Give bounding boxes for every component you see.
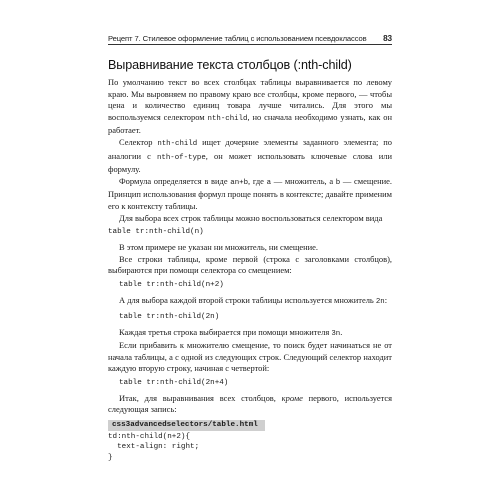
section-title: Выравнивание текста столбцов (:nth-child) <box>108 58 352 72</box>
inline-code: nth-child <box>207 114 248 123</box>
inline-code: nth-child <box>157 139 198 148</box>
paragraph-offset: Все строки таблицы, кроме первой (строка с заголовками столбцов), выбираются при помощи селектора со смещением: <box>108 253 392 276</box>
book-page <box>108 33 392 463</box>
inline-code: b <box>335 178 341 187</box>
paragraph-every-third-row: Каждая третья строка выбирается при помощи множителя 3n. <box>119 326 343 338</box>
paragraph-formula: Формула определяется в виде an+b, где a — множитель, а b — смещение. Принцип использования формул проще понять в контексте; давайте применим его к контексту таблицы. <box>108 175 392 211</box>
emphasis: кроме <box>281 392 303 403</box>
code-example-offset: table tr:nth-child(n+2) <box>119 280 224 289</box>
inline-code: 2n <box>375 297 385 306</box>
paragraph-nth-child-selector: Селектор nth-child ищет дочерние элементы заданного элемента; по аналогии с nth-of-type, он может использовать ключевые слова или формулу. <box>108 136 393 175</box>
paragraph-conclusion: Итак, для выравнивания всех столбцов, кроме первого, используется следующая запись: <box>108 392 392 415</box>
inline-code: nth-of-type <box>157 153 206 162</box>
code-listing-filename: css3advancedselectors/table.html <box>108 420 265 431</box>
paragraph-multiplier-offset: Если прибавить к множителю смещение, то поиск будет начинаться не от начала таблицы, а с одной из следующих строк. Следующий селектор находит каждую вторую строку, начиная с четвертой: <box>108 340 392 374</box>
code-listing-line: text-align: right; <box>108 443 200 452</box>
inline-code: an+b <box>230 178 249 187</box>
running-header <box>108 33 392 45</box>
code-example-every-second-row: table tr:nth-child(2n) <box>119 312 220 321</box>
inline-code: 3n <box>331 329 341 338</box>
inline-code: a <box>266 178 272 187</box>
code-listing <box>108 420 392 463</box>
code-example-all-rows: table tr:nth-child(n) <box>108 228 204 237</box>
paragraph-no-multiplier: В этом примере не указан ни множитель, ни смещение. <box>119 242 319 253</box>
code-listing-line: } <box>108 453 113 462</box>
page-number: 83 <box>383 34 392 43</box>
running-header-title: Рецепт 7. Стилевое оформление таблиц с использованием псевдоклассов <box>108 34 367 43</box>
code-listing-line: td:nth-child(n+2){ <box>108 433 191 442</box>
paragraph-every-second-row: А для выбора каждой второй строки таблицы используется множитель 2n: <box>119 294 388 306</box>
code-example-multiplier-offset: table tr:nth-child(2n+4) <box>119 378 229 387</box>
code-listing-body <box>108 432 392 463</box>
paragraph-all-rows: Для выбора всех строк таблицы можно воспользоваться селектором вида <box>119 212 383 223</box>
paragraph-intro: По умолчанию текст во всех столбцах таблицы выравнивается по левому краю. Мы выровняем по правому краю все столбцы, кроме первого, — чтобы цена и количество единиц товара лучше читались. Для этого мы воспользуемся селектором nth-child, но сначала необходимо узнать, как он работает. <box>108 77 392 136</box>
